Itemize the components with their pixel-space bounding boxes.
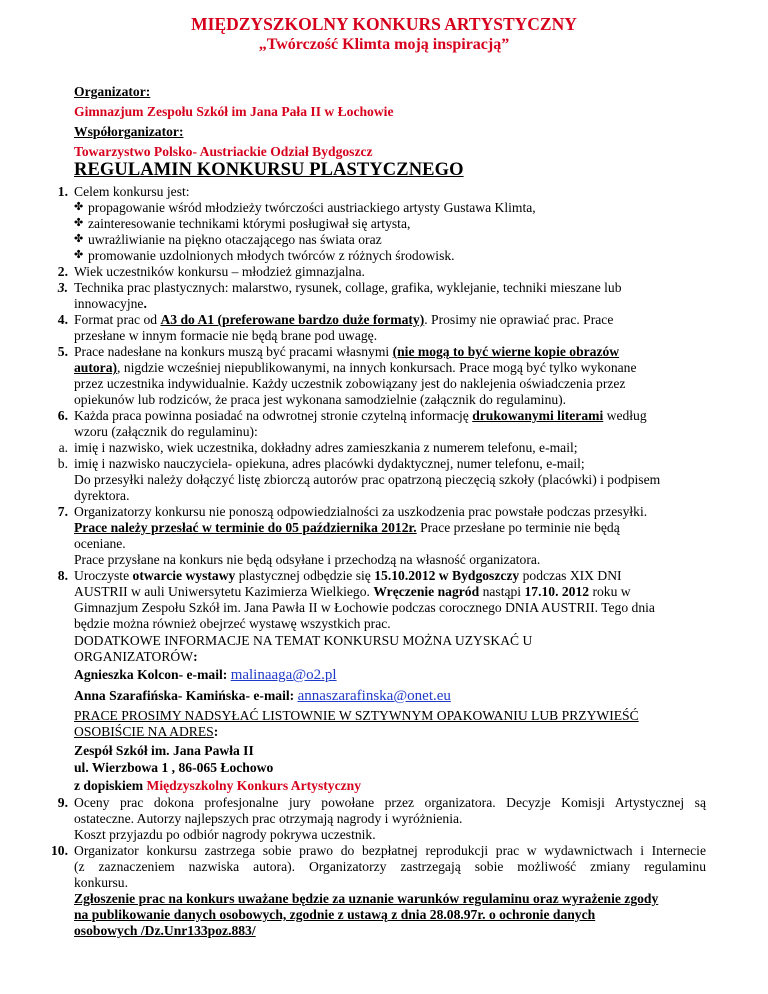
block-letters-emphasis: drukowanymi literami <box>472 408 604 423</box>
item-10-text-cont: (z zaznaczeniem nazwiska autora). Organizatorzy zastrzegają sobie możliwość zmiany regulaminu <box>74 859 706 874</box>
text: ORGANIZATORÓW <box>74 649 194 664</box>
address-line: Zespół Szkół im. Jana Pawła II <box>74 743 254 758</box>
item-4-text-cont: przesłane w innym formacie nie będą brane pod uwagę. <box>74 328 378 343</box>
text: 17.10. 2012 <box>524 584 590 599</box>
email-link[interactable]: annaszarafinska@onet.eu <box>297 688 451 704</box>
text: Każda praca powinna posiadać na odwrotnej stronie czytelną informację <box>74 408 473 423</box>
item-10-text: Organizator konkursu zastrzega sobie prawo do bezpłatnej reprodukcji prac w wydawnictwach i Internecie <box>74 843 706 858</box>
text: według <box>603 408 647 423</box>
text: : <box>193 649 198 664</box>
bullet-icon: ✤ <box>74 249 84 261</box>
info-heading-cont <box>74 649 198 665</box>
item-9-text-cont: Koszt przyjazdu po odbiór nagrody pokrywa uczestnik. <box>74 827 376 842</box>
text: Format prac od <box>74 312 161 327</box>
item-number: 10. <box>51 843 68 858</box>
item-number: 9. <box>57 795 68 810</box>
bullet-icon: ✤ <box>74 217 84 229</box>
contest-name: Międzyszkolny Konkurs Artystyczny <box>146 778 361 793</box>
text: otwarcie wystawy <box>132 568 236 583</box>
item-7-deadline <box>74 520 620 536</box>
item-8-text-cont: Gimnazjum Zespołu Szkół im. Jana Pawła II w Łochowie podczas corocznego DNIA AUSTRII. Tego dnia <box>74 600 655 615</box>
text: Prace nadesłane na konkurs muszą być pracami własnymi <box>74 344 393 359</box>
item-10-text-cont: konkursu. <box>74 875 128 890</box>
bullet-icon: ✤ <box>74 201 84 213</box>
goal-item: uwrażliwianie na piękno otaczającego nas świata oraz <box>88 232 382 247</box>
page-subtitle: „Twórczość Klimta moją inspiracją” <box>258 36 510 53</box>
item-number: 5. <box>57 344 68 359</box>
goal-item: promowanie uzdolnionych młodych twórców z różnych środowisk. <box>88 248 455 263</box>
item-8-text-cont <box>74 584 631 600</box>
page-title: MIĘDZYSZKOLNY KONKURS ARTYSTYCZNY <box>191 14 577 34</box>
contact-name: Anna Szarafińska- Kamińska- e-mail: <box>74 688 298 703</box>
no-copies-emphasis: (nie mogą to być wierne kopie obrazów <box>392 344 620 359</box>
item-4-text <box>74 312 613 328</box>
text: : <box>213 724 219 739</box>
item-9-text: Oceny prac dokona profesjonalne jury powołane przez organizatora. Decyzje Komisji Artystycznej są <box>74 795 706 810</box>
co-organizer-label: Współorganizator: <box>74 124 184 139</box>
item-9-text-cont: ostateczne. Autorzy najlepszych prac otrzymają nagrody i wyróżnienia. <box>74 811 463 826</box>
co-organizer-name: Towarzystwo Polsko- Austriackie Odział Bydgoszcz <box>74 144 373 159</box>
goal-item: zainteresowanie technikami którymi posługiwał się artysta, <box>88 216 411 231</box>
regulation-heading: REGULAMIN KONKURSU PLASTYCZNEGO <box>74 160 464 180</box>
deadline-emphasis: Prace należy przesłać w terminie do 05 października 2012r. <box>74 520 417 535</box>
text: podczas XIX DNI <box>519 568 622 583</box>
item-number: 2. <box>57 264 68 279</box>
item-7-text-cont: oceniane. <box>74 536 126 551</box>
item-7-text: Organizatorzy konkursu nie ponoszą odpowiedzialności za uszkodzenia prac powstałe podczas przesyłki. <box>74 504 648 519</box>
contact-2 <box>74 688 451 704</box>
item-number: 6. <box>57 408 68 423</box>
item-number: 3. <box>57 280 68 295</box>
text: . Prosimy nie oprawiać prac. Prace <box>424 312 614 327</box>
item-3-text-cont <box>74 296 147 312</box>
item-letter: b. <box>57 456 68 471</box>
consent-note: Zgłoszenie prac na konkurs uważane będzie za uznanie warunków regulaminu oraz wyrażenie zgody <box>74 891 659 906</box>
item-number: 8. <box>57 568 68 583</box>
contact-1 <box>74 667 337 683</box>
item-8-text <box>74 568 622 584</box>
text: Wręczenie nagród <box>373 584 480 599</box>
item-5-text <box>74 344 619 360</box>
no-copies-emphasis: autora) <box>74 360 118 375</box>
item-5-text-cont <box>74 360 637 376</box>
item-5-text-cont: opiekunów lub rodziców, że praca jest wykonana samodzielnie (załącznik do regulaminu). <box>74 392 567 407</box>
item-7-text-cont: Prace przysłane na konkurs nie będą odsyłane i przechodzą na własność organizatora. <box>74 552 541 567</box>
text: 15.10.2012 w Bydgoszczy <box>374 568 520 583</box>
consent-note: osobowych /Dz.Unr133poz.883/ <box>74 923 256 938</box>
item-number: 4. <box>57 312 68 327</box>
contact-name: Agnieszka Kolcon- e-mail: <box>74 667 231 682</box>
text: . <box>143 296 147 311</box>
item-5-text-cont: przez uczestnika indywidualnie. Każdy uczestnik zobowiązany jest do naklejenia oświadczenia przez <box>74 376 626 391</box>
organizer-label: Organizator: <box>74 84 151 99</box>
item-6-text-cont: wzoru (załącznik do regulaminu): <box>74 424 258 439</box>
text: OSOBIŚCIE NA ADRES <box>74 724 214 739</box>
item-8-text-cont: będzie można również obejrzeć wystawę wszystkich prac. <box>74 616 391 631</box>
text: nastąpi <box>479 584 525 599</box>
address-note <box>74 778 361 794</box>
item-3-text: Technika prac plastycznych: malarstwo, rysunek, collage, grafika, wyklejanie, techniki mieszane lub <box>74 280 622 295</box>
item-1-text: Celem konkursu jest: <box>74 184 190 199</box>
item-number: 1. <box>57 184 68 199</box>
item-6-note: Do przesyłki należy dołączyć listę zbiorczą autorów prac opatrzoną pieczęcią szkoły (placówki) i podpisem <box>74 472 661 487</box>
goal-item: propagowanie wśród młodzieży twórczości austriackiego artysty Gustawa Klimta, <box>88 200 536 215</box>
text: Uroczyste <box>74 568 133 583</box>
text: roku w <box>589 584 631 599</box>
organizer-name: Gimnazjum Zespołu Szkół im Jana Pała II w Łochowie <box>74 104 394 119</box>
consent-note: na publikowanie danych osobowych, zgodnie z ustawą z dnia 28.08.97r. o ochronie danych <box>74 907 596 922</box>
mailing-heading-cont <box>74 724 218 740</box>
text: AUSTRII w auli Uniwersytetu Kazimierza Wielkiego. <box>74 584 374 599</box>
text: , nigdzie wcześniej niepublikowanymi, na innych konkursach. Prace mogą być tylko wykonane <box>117 360 637 375</box>
text: plastycznej odbędzie się <box>235 568 375 583</box>
item-6-note-cont: dyrektora. <box>74 488 130 503</box>
item-6a-text: imię i nazwisko, wiek uczestnika, dokładny adres zamieszkania z numerem telefonu, e-mail; <box>74 440 578 455</box>
text: Prace przesłane po terminie nie będą <box>416 520 620 535</box>
email-link[interactable]: malinaaga@o2.pl <box>230 667 337 683</box>
info-heading: DODATKOWE INFORMACJE NA TEMAT KONKURSU MOŻNA UZYSKAĆ U <box>74 633 533 648</box>
text: z dopiskiem <box>74 778 147 793</box>
item-6-text <box>74 408 647 424</box>
mailing-heading: PRACE PROSIMY NADSYŁAĆ LISTOWNIE W SZTYWNYM OPAKOWANIU LUB PRZYWIEŚĆ <box>74 708 639 723</box>
item-letter: a. <box>58 440 68 455</box>
address-line: ul. Wierzbowa 1 , 86-065 Łochowo <box>74 760 274 775</box>
item-number: 7. <box>57 504 68 519</box>
item-6b-text: imię i nazwisko nauczyciela- opiekuna, adres placówki dydaktycznej, numer telefonu, e-mail; <box>74 456 585 471</box>
text: innowacyjne <box>74 296 144 311</box>
bullet-icon: ✤ <box>74 233 84 245</box>
format-emphasis: A3 do A1 (preferowane bardzo duże formaty) <box>160 312 425 327</box>
item-2-text: Wiek uczestników konkursu – młodzież gimnazjalna. <box>74 264 365 279</box>
